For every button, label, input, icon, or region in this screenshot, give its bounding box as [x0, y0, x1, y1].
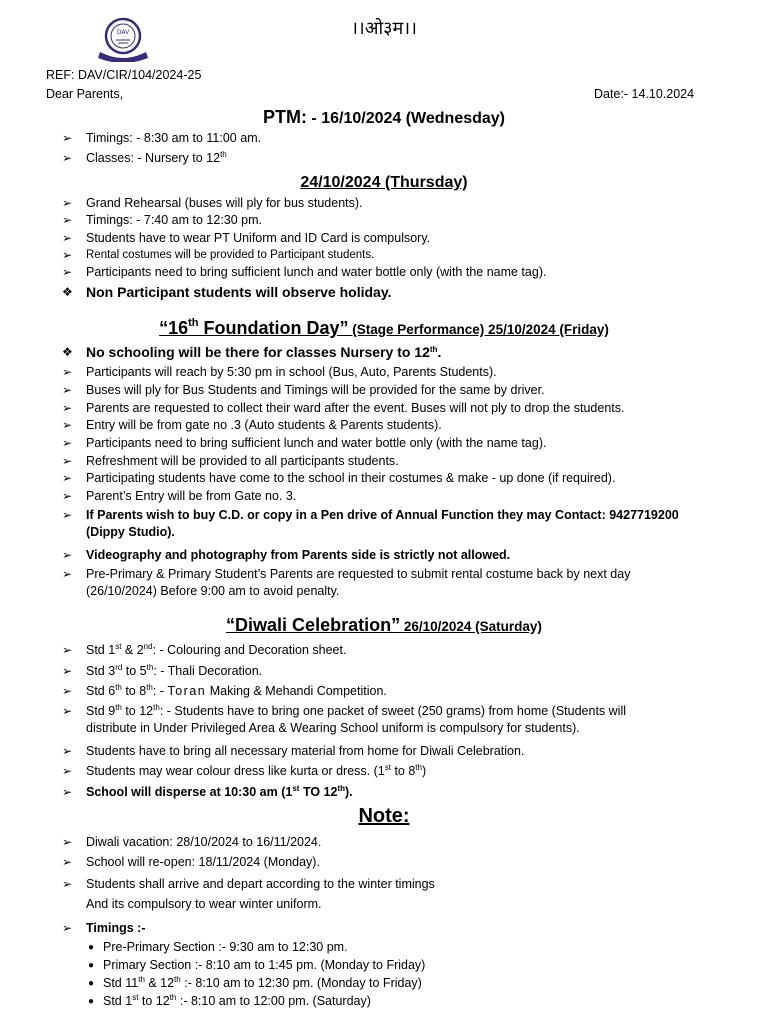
arrow-bullet-icon: ➢: [62, 248, 73, 262]
list-item: ➢ School will re-open: 18/11/2024 (Monday).: [62, 855, 320, 869]
om-header: ।।ओ३म।।: [351, 18, 417, 39]
arrow-bullet-icon: ➢: [62, 213, 73, 227]
list-item: ➢ School will disperse at 10:30 am (1st TO 12th).: [62, 784, 353, 799]
arrow-bullet-icon: ➢: [62, 401, 73, 415]
arrow-bullet-icon: ➢: [62, 921, 73, 935]
note-heading: Note:: [358, 805, 410, 827]
list-item: ➢ Diwali vacation: 28/10/2024 to 16/11/2024.: [62, 835, 322, 849]
arrow-bullet-icon: ➢: [62, 454, 73, 468]
list-item: ➢ Std 9th to 12th: - Students have to bring one packet of sweet (250 grams) from home (Students will distribute in Under Privileged Area & Wearing School uniform is compulsory for students).: [62, 703, 627, 735]
list-item: ➢ Timings: - 8:30 am to 11:00 am.: [62, 131, 262, 145]
list-item: ➢ Timings :-: [62, 921, 146, 935]
ptm-heading: PTM: - 16/10/2024 (Wednesday): [262, 107, 506, 127]
arrow-bullet-icon: ➢: [62, 508, 73, 522]
list-item: ➢ Buses will ply for Bus Students and Timings will be provided for the same by driver.: [62, 383, 545, 397]
diamond-bullet-icon: ❖: [62, 285, 73, 299]
arrow-bullet-icon: ➢: [62, 151, 73, 165]
timing-item: ● Primary Section :- 8:10 am to 1:45 pm. (Monday to Friday): [88, 958, 426, 972]
arrow-bullet-icon: ➢: [62, 365, 73, 379]
arrow-bullet-icon: ➢: [62, 196, 73, 210]
reference-number: REF: DAV/CIR/104/2024-25: [46, 68, 202, 82]
list-item: ➢ Participants need to bring sufficient lunch and water bottle only (with the name tag).: [62, 436, 547, 450]
arrow-bullet-icon: ➢: [62, 643, 73, 657]
list-item: ➢ Timings: - 7:40 am to 12:30 pm.: [62, 213, 263, 227]
list-item: ➢ Students have to wear PT Uniform and ID Card is compulsory.: [62, 231, 431, 245]
list-item: ➢ Participants need to bring sufficient lunch and water bottle only (with the name tag).: [62, 265, 547, 279]
arrow-bullet-icon: ➢: [62, 265, 73, 279]
arrow-bullet-icon: ➢: [62, 418, 73, 432]
arrow-bullet-icon: ➢: [62, 436, 73, 450]
arrow-bullet-icon: ➢: [62, 785, 73, 799]
list-item: ❖ No schooling will be there for classes Nursery to 12th.: [62, 344, 442, 360]
list-item: ➢ Parents are requested to collect their ward after the event. Buses will not ply to drop the students.: [62, 401, 625, 415]
list-item: ❖ Non Participant students will observe holiday.: [62, 284, 392, 300]
arrow-bullet-icon: ➢: [62, 835, 73, 849]
list-item: ➢ Std 1st & 2nd: - Colouring and Decoration sheet.: [62, 642, 347, 657]
dot-bullet-icon: ●: [88, 996, 95, 1007]
arrow-bullet-icon: ➢: [62, 489, 73, 503]
foundation-day-heading: “16th Foundation Day” (Stage Performance) 25/10/2024 (Friday): [159, 317, 609, 338]
timing-item: ● Std 11th & 12th :- 8:10 am to 12:30 pm. (Monday to Friday): [88, 975, 422, 990]
list-item: ➢ Pre-Primary & Primary Student’s Parents are requested to submit rental costume back by next day (26/10/2024) Before 9:00 am to avoid penalty.: [62, 567, 631, 598]
diamond-bullet-icon: ❖: [62, 345, 73, 359]
list-item: ➢ Std 3rd to 5th: - Thali Decoration.: [62, 663, 263, 678]
list-item: ➢ Videography and photography from Parents side is strictly not allowed.: [62, 548, 511, 562]
dot-bullet-icon: ●: [88, 942, 95, 953]
list-item: ➢ Grand Rehearsal (buses will ply for bus students).: [62, 196, 363, 210]
arrow-bullet-icon: ➢: [62, 855, 73, 869]
arrow-bullet-icon: ➢: [62, 877, 73, 891]
arrow-bullet-icon: ➢: [62, 684, 73, 698]
list-item: ➢ Participants will reach by 5:30 pm in school (Bus, Auto, Parents Students).: [62, 365, 497, 379]
circular-date: Date:- 14.10.2024: [594, 87, 695, 101]
dot-bullet-icon: ●: [88, 960, 95, 971]
winter-uniform-note: And its compulsory to wear winter uniform.: [86, 897, 322, 911]
list-item: ➢ Refreshment will be provided to all participants students.: [62, 454, 399, 468]
list-item: ➢ Std 6th to 8th: - Toran Making & Mehandi Competition.: [62, 683, 387, 698]
timing-item: ● Std 1st to 12th :- 8:10 am to 12:00 pm. (Saturday): [88, 993, 371, 1008]
arrow-bullet-icon: ➢: [62, 131, 73, 145]
list-item: ➢ Entry will be from gate no .3 (Auto students & Parents students).: [62, 418, 442, 432]
timing-item: ● Pre-Primary Section :- 9:30 am to 12:30 pm.: [88, 940, 348, 954]
list-item: ➢ Parent’s Entry will be from Gate no. 3.: [62, 489, 297, 503]
list-item: ➢ Students may wear colour dress like kurta or dress. (1st to 8th): [62, 763, 427, 778]
arrow-bullet-icon: ➢: [62, 704, 73, 718]
arrow-bullet-icon: ➢: [62, 664, 73, 678]
list-item: ➢ Students have to bring all necessary material from home for Diwali Celebration.: [62, 744, 525, 758]
list-item: ➢ Rental costumes will be provided to Participant students.: [62, 248, 375, 262]
list-item: ➢ Classes: - Nursery to 12th: [62, 150, 227, 165]
greeting: Dear Parents,: [46, 87, 124, 101]
rehearsal-heading: 24/10/2024 (Thursday): [300, 174, 468, 191]
arrow-bullet-icon: ➢: [62, 471, 73, 485]
arrow-bullet-icon: ➢: [62, 744, 73, 758]
list-item: ➢ Participating students have come to the school in their costumes & make - up done (if required).: [62, 471, 616, 485]
arrow-bullet-icon: ➢: [62, 764, 73, 778]
list-item: ➢ Students shall arrive and depart according to the winter timings: [62, 877, 435, 891]
arrow-bullet-icon: ➢: [62, 383, 73, 397]
list-item: ➢ If Parents wish to buy C.D. or copy in a Pen drive of Annual Function they may Contact: 9427719200 (Dippy Studio).: [62, 508, 679, 539]
diwali-heading: “Diwali Celebration” 26/10/2024 (Saturday): [226, 615, 542, 635]
dot-bullet-icon: ●: [88, 978, 95, 989]
arrow-bullet-icon: ➢: [62, 567, 73, 581]
arrow-bullet-icon: ➢: [62, 548, 73, 562]
arrow-bullet-icon: ➢: [62, 231, 73, 245]
svg-text:DAV: DAV: [116, 29, 130, 36]
